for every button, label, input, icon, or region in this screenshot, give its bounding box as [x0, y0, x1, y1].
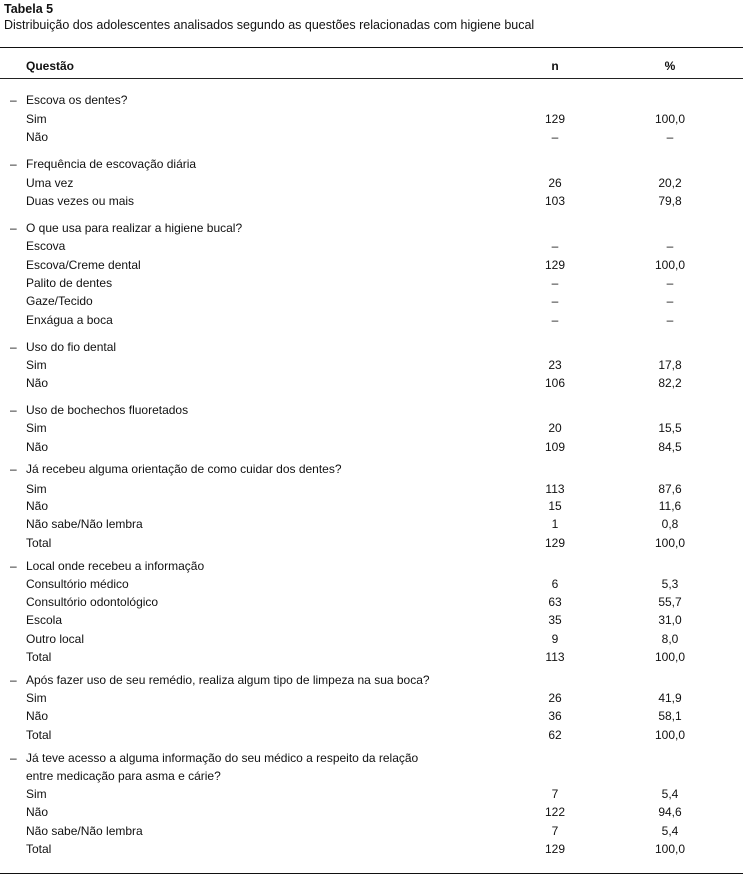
answer-label: Não — [26, 709, 49, 723]
answer-label: Total — [26, 842, 52, 856]
table-row — [0, 593, 743, 611]
count-cell: 129 — [544, 536, 566, 550]
percent-cell: 41,9 — [658, 691, 682, 705]
count-cell: 26 — [548, 176, 562, 190]
count-cell: 7 — [551, 824, 559, 838]
answer-label: Não sabe/Não lembra — [26, 824, 143, 838]
count-cell: 7 — [551, 787, 559, 801]
percent-cell: 84,5 — [658, 440, 682, 454]
count-cell: 109 — [544, 440, 566, 454]
table-row — [0, 274, 743, 292]
question-label: entre medicação para asma e cárie? — [26, 769, 221, 783]
answer-label: Total — [26, 536, 52, 550]
percent-cell: 0,8 — [661, 517, 679, 531]
percent-cell: – — [666, 130, 674, 144]
answer-label: Não — [26, 499, 49, 513]
table-row — [0, 237, 743, 255]
table-row — [0, 480, 743, 498]
percent-cell: – — [666, 313, 674, 327]
table-row — [0, 726, 743, 744]
question-label: Já teve acesso a alguma informação do seu médico a respeito da relação — [26, 751, 419, 765]
answer-label: Escova/Creme dental — [26, 258, 141, 272]
row-dash: – — [10, 559, 17, 573]
percent-cell: 8,0 — [661, 632, 679, 646]
answer-label: Sim — [26, 482, 47, 496]
answer-label: Outro local — [26, 632, 85, 646]
answer-label: Gaze/Tecido — [26, 294, 93, 308]
answer-label: Total — [26, 728, 52, 742]
percent-cell: 100,0 — [654, 650, 686, 664]
percent-cell: 55,7 — [658, 595, 682, 609]
table-title: Tabela 5 — [4, 2, 54, 16]
percent-cell: 82,2 — [658, 376, 682, 390]
answer-label: Sim — [26, 112, 47, 126]
percent-cell: 58,1 — [658, 709, 682, 723]
question-row — [0, 401, 743, 419]
table-row — [0, 497, 743, 515]
count-cell: – — [551, 276, 559, 290]
count-cell: 23 — [548, 358, 562, 372]
count-cell: 63 — [548, 595, 562, 609]
table-row — [0, 575, 743, 593]
count-cell: 113 — [545, 650, 565, 664]
percent-cell: 94,6 — [658, 805, 682, 819]
table-row — [0, 534, 743, 552]
table-row — [0, 356, 743, 374]
header-question: Questão — [26, 59, 75, 73]
percent-cell: 15,5 — [658, 421, 682, 435]
count-cell: 129 — [544, 258, 566, 272]
table-row — [0, 840, 743, 858]
table-row — [0, 174, 743, 192]
count-cell: 35 — [548, 613, 562, 627]
question-row — [0, 338, 743, 356]
percent-cell: 20,2 — [658, 176, 682, 190]
table-row — [0, 292, 743, 310]
question-row — [0, 219, 743, 237]
question-row — [0, 155, 743, 173]
table-row — [0, 707, 743, 725]
question-row — [0, 767, 743, 785]
answer-label: Sim — [26, 358, 47, 372]
row-dash: – — [10, 340, 17, 354]
row-dash: – — [10, 673, 17, 687]
count-cell: 9 — [551, 632, 559, 646]
answer-label: Não — [26, 805, 49, 819]
answer-label: Não sabe/Não lembra — [26, 517, 143, 531]
percent-cell: – — [666, 276, 674, 290]
answer-label: Enxágua a boca — [26, 313, 113, 327]
row-dash: – — [10, 157, 17, 171]
row-dash: – — [10, 403, 17, 417]
count-cell: 129 — [544, 112, 566, 126]
answer-label: Sim — [26, 421, 47, 435]
table-row — [0, 630, 743, 648]
count-cell: 62 — [548, 728, 562, 742]
count-cell: 15 — [548, 499, 562, 513]
percent-cell: 100,0 — [654, 258, 686, 272]
percent-cell: – — [666, 239, 674, 253]
count-cell: – — [551, 239, 559, 253]
percent-cell: 100,0 — [654, 536, 686, 550]
count-cell: – — [551, 130, 559, 144]
percent-cell: 11,6 — [658, 499, 682, 513]
answer-label: Não — [26, 376, 49, 390]
answer-label: Sim — [26, 691, 47, 705]
count-cell: 129 — [544, 842, 566, 856]
header-pct: % — [664, 59, 676, 73]
table-row — [0, 256, 743, 274]
question-row — [0, 749, 743, 767]
count-cell: 106 — [544, 376, 566, 390]
question-label: Uso do fio dental — [26, 340, 117, 354]
answer-label: Escola — [26, 613, 63, 627]
question-label: Uso de bochechos fluoretados — [26, 403, 189, 417]
question-label: Após fazer uso de seu remédio, realiza algum tipo de limpeza na sua boca? — [26, 673, 430, 687]
question-label: Frequência de escovação diária — [26, 157, 197, 171]
percent-cell: 87,6 — [658, 482, 682, 496]
answer-label: Consultório odontológico — [26, 595, 159, 609]
table-row — [0, 803, 743, 821]
percent-cell: 17,8 — [658, 358, 682, 372]
row-dash: – — [10, 751, 17, 765]
question-label: Local onde recebeu a informação — [26, 559, 205, 573]
table-row — [0, 648, 743, 666]
count-cell: 103 — [544, 194, 566, 208]
bottom-rule — [0, 873, 743, 874]
count-cell: 122 — [544, 805, 566, 819]
row-dash: – — [10, 93, 17, 107]
table-heading — [4, 2, 534, 33]
answer-label: Não — [26, 440, 49, 454]
question-row — [0, 557, 743, 575]
answer-label: Consultório médico — [26, 577, 129, 591]
header-rule — [0, 78, 743, 79]
top-rule — [0, 47, 743, 48]
percent-cell: 5,4 — [661, 787, 679, 801]
table-row — [0, 611, 743, 629]
percent-cell: 100,0 — [654, 842, 686, 856]
question-row — [0, 671, 743, 689]
question-label: Escova os dentes? — [26, 93, 128, 107]
answer-label: Uma vez — [26, 176, 74, 190]
percent-cell: 79,8 — [658, 194, 682, 208]
count-cell: 26 — [548, 691, 562, 705]
answer-label: Duas vezes ou mais — [26, 194, 135, 208]
count-cell: 6 — [551, 577, 559, 591]
answer-label: Escova — [26, 239, 66, 253]
count-cell: 113 — [545, 482, 565, 496]
question-label: O que usa para realizar a higiene bucal? — [26, 221, 243, 235]
answer-label: Total — [26, 650, 52, 664]
table-row — [0, 438, 743, 456]
table-row — [0, 128, 743, 146]
count-cell: – — [551, 313, 559, 327]
percent-cell: 31,0 — [658, 613, 682, 627]
answer-label: Não — [26, 130, 49, 144]
row-dash: – — [10, 462, 17, 476]
answer-label: Sim — [26, 787, 47, 801]
percent-cell: 100,0 — [654, 728, 686, 742]
table-row — [0, 110, 743, 128]
percent-cell: 5,4 — [661, 824, 679, 838]
count-cell: 20 — [548, 421, 562, 435]
table-header-row — [0, 56, 743, 76]
table-caption: Distribuição dos adolescentes analisados segundo as questões relacionadas com higiene bucal — [4, 18, 535, 32]
table-row — [0, 311, 743, 329]
row-dash: – — [10, 221, 17, 235]
percent-cell: – — [666, 294, 674, 308]
question-label: Já recebeu alguma orientação de como cuidar dos dentes? — [26, 462, 342, 476]
count-cell: – — [551, 294, 559, 308]
count-cell: 36 — [548, 709, 562, 723]
percent-cell: 100,0 — [654, 112, 686, 126]
table-row — [0, 515, 743, 533]
table-row — [0, 374, 743, 392]
question-row — [0, 460, 743, 478]
table-row — [0, 689, 743, 707]
table-row — [0, 192, 743, 210]
percent-cell: 5,3 — [661, 577, 679, 591]
table-row — [0, 822, 743, 840]
table-row — [0, 419, 743, 437]
question-row — [0, 91, 743, 109]
header-n: n — [551, 59, 559, 73]
table-row — [0, 785, 743, 803]
answer-label: Palito de dentes — [26, 276, 113, 290]
count-cell: 1 — [551, 517, 559, 531]
